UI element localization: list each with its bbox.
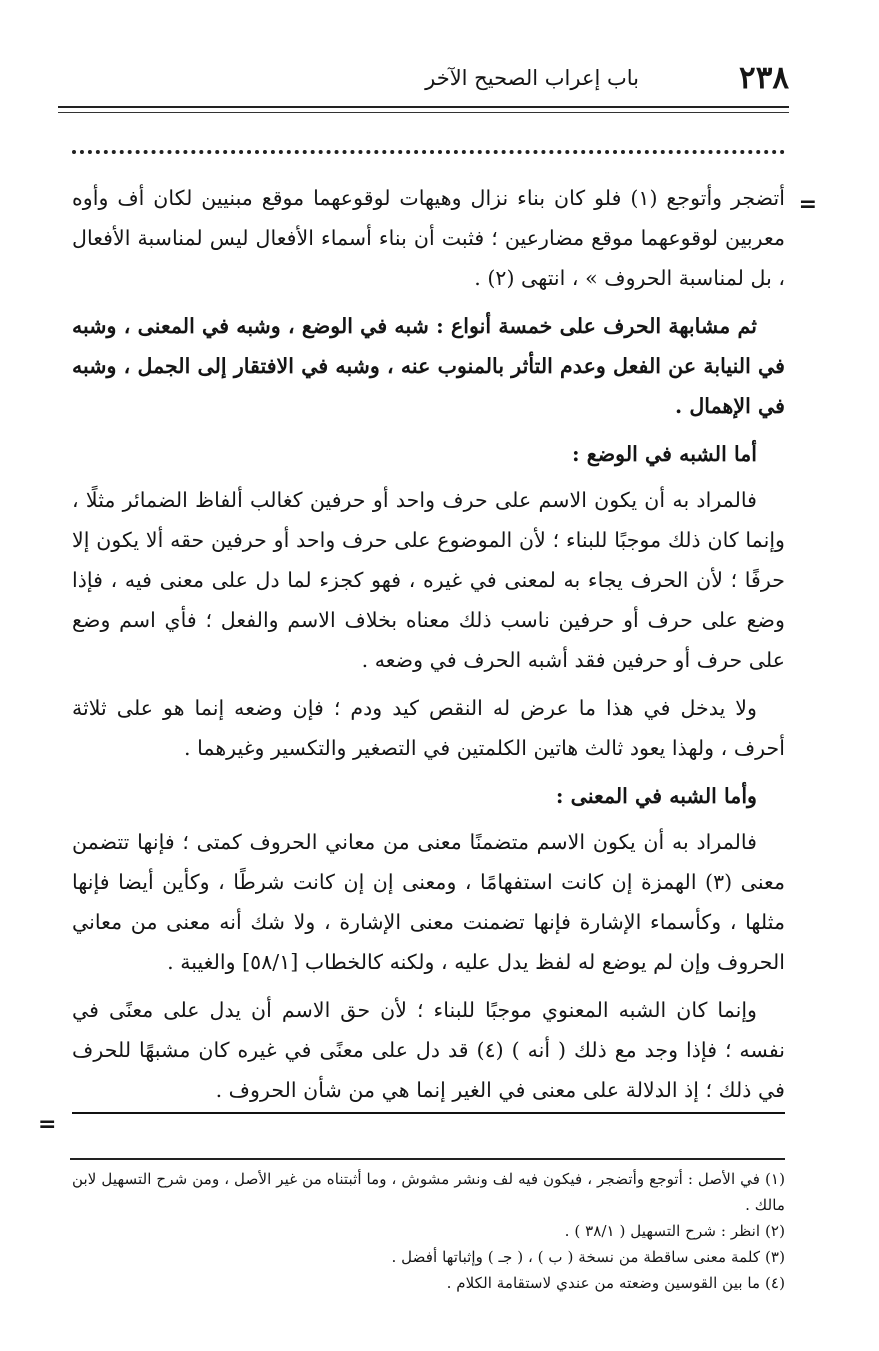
paragraph-naqs-exception: ولا يدخل في هذا ما عرض له النقص كيد ودم ؛ فإن وضعه إنما هو على ثلاثة أحرف ، ولهذا يعود ثالث هاتين الكلمتين في التصغير والتكسير وغيرهما . — [72, 696, 785, 760]
running-title: باب إعراب الصحيح الآخر — [425, 66, 639, 90]
footnote-4: (٤) ما بين القوسين وضعته من عندي لاستقامة الكلام . — [446, 1274, 785, 1292]
continuation-mark-top: = — [798, 192, 817, 217]
footnote-2: (٢) انظر : شرح التسهيل ( ٣٨/١ ) . — [564, 1222, 785, 1240]
header-rule — [58, 112, 789, 113]
main-text — [72, 178, 785, 1114]
page-header — [58, 56, 789, 108]
paragraph-continued-quote: أتضجر وأتوجع (١) فلو كان بناء نزال وهيهات لوقوعهما موقع مبنيين لكان أف وأوه معربين لوقوعهما موقع مضارعين ؛ فثبت أن بناء أسماء الأفعال ليس لمناسبة الأفعال ، بل لمناسبة الحروف » ، انتهى (٢) . — [72, 186, 785, 290]
footnote-3: (٣) كلمة معنى ساقطة من نسخة ( ب ) ، ( جـ ) وإثباتها أفضل . — [391, 1248, 785, 1266]
footnotes — [72, 1166, 785, 1296]
section-heading-manaa: وأما الشبه في المعنى : — [555, 784, 757, 808]
paragraph-types-of-resemblance: ثم مشابهة الحرف على خمسة أنواع : شبه في الوضع ، وشبه في المعنى ، وشبه في النيابة عن الفعل وعدم التأثر بالمنوب عنه ، وشبه في الافتقار إلى الجمل ، وشبه في الإهمال . — [72, 314, 785, 418]
paragraph-manaa-reason: وإنما كان الشبه المعنوي موجبًا للبناء ؛ لأن حق الاسم أن يدل على معنًى في نفسه ؛ فإذا وجد مع ذلك ( أنه ) (٤) قد دل على معنًى في غيره كان مشبهًا للحرف في ذلك ؛ إذ الدلالة على معنى في الغير إنما هي من شأن الحروف . — [72, 990, 785, 1114]
paragraph-wad-explanation: فالمراد به أن يكون الاسم على حرف واحد أو حرفين كغالب ألفاظ الضمائر مثلًا ، وإنما كان ذلك موجبًا للبناء ؛ لأن الموضوع على حرف واحد أو حرفين حقه ألا يكون إلا حرفًا ؛ لأن الحرف يجاء به لمعنى في غيره ، فهو كجزء لما دل على معنى فيه ، فإذا وضع على حرف أو حرفين ناسب ذلك معناه بخلاف الاسم والفعل ؛ فأي اسم وضع على حرف أو حرفين فقد أشبه الحرف في وضعه . — [72, 488, 785, 672]
footnote-1: (١) في الأصل : أتوجع وأتضجر ، فيكون فيه لف ونشر مشوش ، وما أثبتناه من غير الأصل ، ومن شرح التسهيل لابن مالك . — [72, 1170, 785, 1214]
paragraph-manaa-explanation: فالمراد به أن يكون الاسم متضمنًا معنى من معاني الحروف كمتى ؛ فإنها تتضمن معنى (٣) الهمزة إن كانت استفهامًا ، ومعنى إن إن كانت شرطًا ، وكأين أيضا فإنها مثلها ، وكأسماء الإشارة فإنها تضمنت معنى الإشارة ، ولا شك أنه معنى من معاني الحروف وإن لم يوضع له لفظ يدل عليه ، ولكنه كالخطاب [٥٨/١] والغيبة . — [72, 830, 785, 974]
page-number: ٢٣٨ — [739, 60, 789, 96]
dotted-separator — [72, 136, 785, 154]
section-heading-wad: أما الشبه في الوضع : — [571, 442, 757, 466]
continuation-mark-bottom: = — [38, 1112, 57, 1137]
footnotes-rule — [70, 1158, 785, 1160]
